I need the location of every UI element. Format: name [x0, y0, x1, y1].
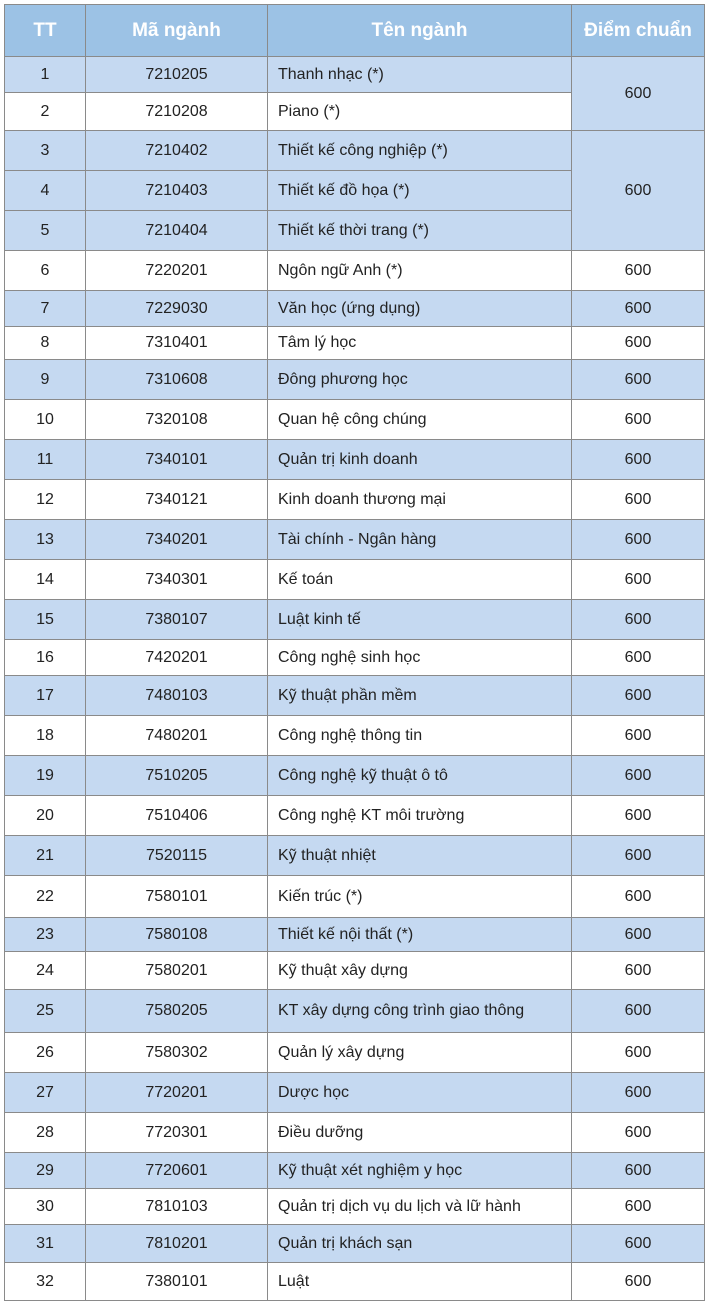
- table-row: [5, 57, 705, 93]
- row-name: Đông phương học: [268, 360, 572, 400]
- row-tt: 30: [5, 1189, 86, 1225]
- admission-score-table: [4, 4, 705, 1301]
- row-score: 600: [572, 291, 705, 327]
- row-code: 7340121: [86, 480, 268, 520]
- row-code: 7320108: [86, 400, 268, 440]
- table-row: [5, 291, 705, 327]
- row-tt: 20: [5, 796, 86, 836]
- row-tt: 26: [5, 1033, 86, 1073]
- row-code: 7510406: [86, 796, 268, 836]
- row-score: 600: [572, 1225, 705, 1263]
- row-score: 600: [572, 676, 705, 716]
- row-name: Công nghệ KT môi trường: [268, 796, 572, 836]
- table-row: [5, 131, 705, 171]
- row-code: 7580101: [86, 876, 268, 918]
- row-code: 7340301: [86, 560, 268, 600]
- row-code: 7380101: [86, 1263, 268, 1301]
- row-tt: 13: [5, 520, 86, 560]
- row-name: Luật kinh tế: [268, 600, 572, 640]
- row-score: 600: [572, 952, 705, 990]
- row-tt: 3: [5, 131, 86, 171]
- row-score: 600: [572, 400, 705, 440]
- row-tt: 6: [5, 251, 86, 291]
- table-row: [5, 640, 705, 676]
- table-row: [5, 1033, 705, 1073]
- row-name: Kinh doanh thương mại: [268, 480, 572, 520]
- table-row: [5, 520, 705, 560]
- row-tt: 11: [5, 440, 86, 480]
- row-tt: 31: [5, 1225, 86, 1263]
- row-name: KT xây dựng công trình giao thông: [268, 990, 572, 1033]
- row-score: 600: [572, 716, 705, 756]
- row-name: Kế toán: [268, 560, 572, 600]
- row-score: 600: [572, 360, 705, 400]
- row-tt: 24: [5, 952, 86, 990]
- row-name: Thiết kế nội thất (*): [268, 918, 572, 952]
- row-score: 600: [572, 560, 705, 600]
- table-row: [5, 440, 705, 480]
- row-code: 7720301: [86, 1113, 268, 1153]
- row-tt: 2: [5, 93, 86, 131]
- row-score: 600: [572, 1263, 705, 1301]
- row-score: 600: [572, 1033, 705, 1073]
- row-score: 600: [572, 1153, 705, 1189]
- row-score: 600: [572, 756, 705, 796]
- row-code: 7580108: [86, 918, 268, 952]
- row-code: 7580205: [86, 990, 268, 1033]
- row-score: 600: [572, 600, 705, 640]
- row-score: 600: [572, 876, 705, 918]
- row-name: Điều dưỡng: [268, 1113, 572, 1153]
- row-code: 7310401: [86, 327, 268, 360]
- row-code: 7229030: [86, 291, 268, 327]
- row-name: Thiết kế công nghiệp (*): [268, 131, 572, 171]
- row-code: 7210205: [86, 57, 268, 93]
- row-tt: 1: [5, 57, 86, 93]
- row-name: Công nghệ kỹ thuật ô tô: [268, 756, 572, 796]
- row-tt: 16: [5, 640, 86, 676]
- row-code: 7340201: [86, 520, 268, 560]
- row-score: 600: [572, 836, 705, 876]
- row-code: 7210208: [86, 93, 268, 131]
- row-tt: 17: [5, 676, 86, 716]
- row-tt: 12: [5, 480, 86, 520]
- row-tt: 23: [5, 918, 86, 952]
- row-tt: 10: [5, 400, 86, 440]
- row-tt: 22: [5, 876, 86, 918]
- row-tt: 5: [5, 211, 86, 251]
- table-row: [5, 251, 705, 291]
- row-tt: 18: [5, 716, 86, 756]
- row-name: Quản trị dịch vụ du lịch và lữ hành: [268, 1189, 572, 1225]
- table-row: [5, 600, 705, 640]
- row-name: Quản trị khách sạn: [268, 1225, 572, 1263]
- table-row: [5, 836, 705, 876]
- table-row: [5, 990, 705, 1033]
- row-name: Luật: [268, 1263, 572, 1301]
- row-tt: 29: [5, 1153, 86, 1189]
- row-tt: 7: [5, 291, 86, 327]
- row-name: Công nghệ thông tin: [268, 716, 572, 756]
- row-code: 7210402: [86, 131, 268, 171]
- row-tt: 19: [5, 756, 86, 796]
- row-code: 7310608: [86, 360, 268, 400]
- row-tt: 8: [5, 327, 86, 360]
- table-row: [5, 1225, 705, 1263]
- table-row: [5, 480, 705, 520]
- row-tt: 27: [5, 1073, 86, 1113]
- header-tt: TT: [5, 5, 86, 57]
- table-row: [5, 1073, 705, 1113]
- row-score: 600: [572, 440, 705, 480]
- row-code: 7210403: [86, 171, 268, 211]
- row-code: 7480201: [86, 716, 268, 756]
- row-code: 7510205: [86, 756, 268, 796]
- table-row: [5, 676, 705, 716]
- row-tt: 9: [5, 360, 86, 400]
- row-code: 7420201: [86, 640, 268, 676]
- table-row: [5, 1189, 705, 1225]
- row-name: Kỹ thuật xét nghiệm y học: [268, 1153, 572, 1189]
- table-row: [5, 327, 705, 360]
- row-name: Tâm lý học: [268, 327, 572, 360]
- row-name: Quan hệ công chúng: [268, 400, 572, 440]
- row-score: 600: [572, 918, 705, 952]
- row-name: Tài chính - Ngân hàng: [268, 520, 572, 560]
- row-score: 600: [572, 520, 705, 560]
- row-score: 600: [572, 327, 705, 360]
- row-code: 7380107: [86, 600, 268, 640]
- row-name: Công nghệ sinh học: [268, 640, 572, 676]
- header-score: Điểm chuẩn: [572, 5, 705, 57]
- row-score: 600: [572, 1113, 705, 1153]
- row-name: Kỹ thuật nhiệt: [268, 836, 572, 876]
- row-name: Quản trị kinh doanh: [268, 440, 572, 480]
- row-name: Kỹ thuật xây dựng: [268, 952, 572, 990]
- row-tt: 28: [5, 1113, 86, 1153]
- row-tt: 15: [5, 600, 86, 640]
- row-code: 7810201: [86, 1225, 268, 1263]
- row-code: 7220201: [86, 251, 268, 291]
- row-name: Thanh nhạc (*): [268, 57, 572, 93]
- table-row: [5, 796, 705, 836]
- table-row: [5, 360, 705, 400]
- row-code: 7580201: [86, 952, 268, 990]
- row-code: 7580302: [86, 1033, 268, 1073]
- table-row: [5, 716, 705, 756]
- row-code: 7810103: [86, 1189, 268, 1225]
- header-code: Mã ngành: [86, 5, 268, 57]
- row-tt: 4: [5, 171, 86, 211]
- row-score: 600: [572, 1189, 705, 1225]
- row-score: 600: [572, 796, 705, 836]
- table-header-row: [5, 5, 705, 57]
- row-code: 7720201: [86, 1073, 268, 1113]
- row-name: Kỹ thuật phần mềm: [268, 676, 572, 716]
- row-tt: 21: [5, 836, 86, 876]
- row-code: 7720601: [86, 1153, 268, 1189]
- table-row: [5, 1153, 705, 1189]
- header-name: Tên ngành: [268, 5, 572, 57]
- row-name: Thiết kế thời trang (*): [268, 211, 572, 251]
- row-tt: 14: [5, 560, 86, 600]
- row-name: Ngôn ngữ Anh (*): [268, 251, 572, 291]
- table-row: [5, 952, 705, 990]
- row-tt: 32: [5, 1263, 86, 1301]
- row-name: Văn học (ứng dụng): [268, 291, 572, 327]
- row-name: Dược học: [268, 1073, 572, 1113]
- row-score: 600: [572, 57, 705, 131]
- table-row: [5, 918, 705, 952]
- row-code: 7340101: [86, 440, 268, 480]
- table-row: [5, 876, 705, 918]
- row-name: Kiến trúc (*): [268, 876, 572, 918]
- row-name: Thiết kế đồ họa (*): [268, 171, 572, 211]
- row-code: 7520115: [86, 836, 268, 876]
- row-code: 7210404: [86, 211, 268, 251]
- row-score: 600: [572, 1073, 705, 1113]
- table-row: [5, 1263, 705, 1301]
- row-score: 600: [572, 251, 705, 291]
- row-tt: 25: [5, 990, 86, 1033]
- table-row: [5, 1113, 705, 1153]
- row-score: 600: [572, 131, 705, 251]
- row-code: 7480103: [86, 676, 268, 716]
- row-score: 600: [572, 640, 705, 676]
- row-score: 600: [572, 480, 705, 520]
- table-row: [5, 400, 705, 440]
- row-score: 600: [572, 990, 705, 1033]
- row-name: Quản lý xây dựng: [268, 1033, 572, 1073]
- row-name: Piano (*): [268, 93, 572, 131]
- table-row: [5, 560, 705, 600]
- table-row: [5, 756, 705, 796]
